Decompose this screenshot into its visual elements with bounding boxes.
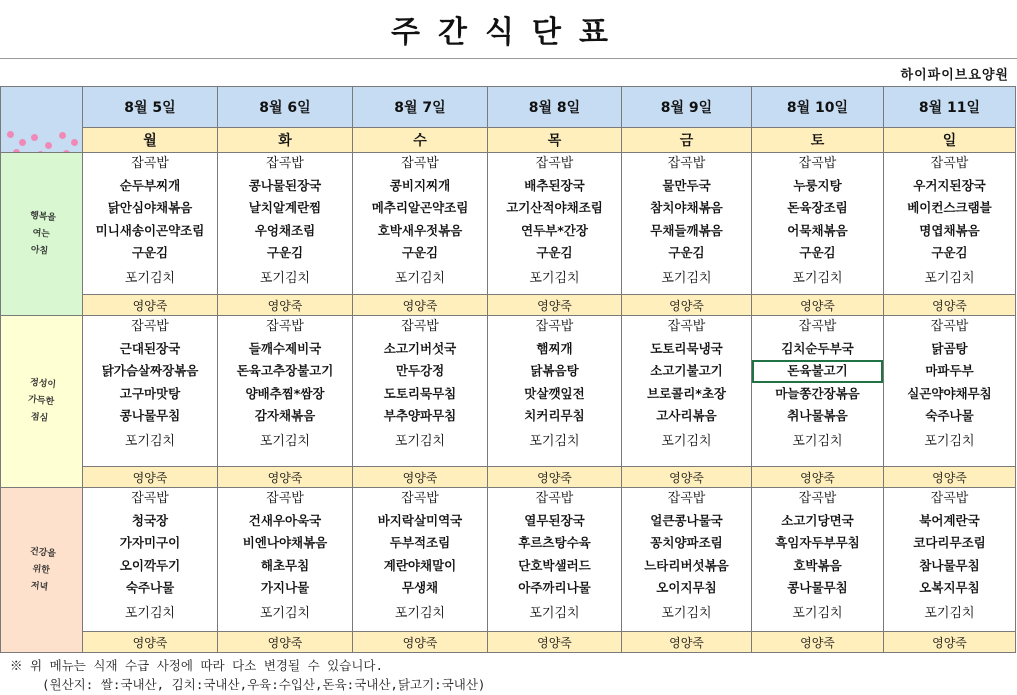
- meal-label-line: 여는: [32, 227, 51, 240]
- weekly-menu-table: [0, 86, 1016, 653]
- menu-item[interactable]: 만두강정: [395, 363, 445, 379]
- menu-item[interactable]: 무채들깨볶음: [650, 222, 723, 238]
- menu-cell[interactable]: [752, 316, 884, 467]
- menu-item[interactable]: 콩나물무침: [787, 579, 848, 595]
- date-cell[interactable]: 8월 11일: [884, 87, 1016, 128]
- menu-item[interactable]: 콩비지찌개: [389, 178, 451, 194]
- menu-item[interactable]: 부추양파무침: [383, 407, 457, 423]
- menu-item[interactable]: 구운김: [536, 244, 573, 260]
- menu-item[interactable]: 닭안심야채볶음: [107, 200, 193, 216]
- menu-item[interactable]: 호박새우젓볶음: [377, 222, 463, 238]
- menu-item[interactable]: 포기김치: [259, 433, 311, 449]
- menu-item[interactable]: 잡곡밥: [798, 156, 837, 171]
- flower-dot: [7, 131, 14, 138]
- menu-item[interactable]: 잡곡밥: [667, 319, 706, 334]
- menu-cell[interactable]: [353, 488, 488, 632]
- menu-item[interactable]: 양배추찜*쌈장: [245, 385, 325, 401]
- menu-cell[interactable]: [622, 316, 752, 467]
- meal-label-cell: [1, 153, 83, 316]
- date-cell[interactable]: 8월 9일: [622, 87, 752, 128]
- menu-item[interactable]: 콩나물무침: [119, 407, 181, 423]
- menu-item[interactable]: 포기김치: [259, 270, 311, 286]
- menu-item[interactable]: 건새우아욱국: [248, 513, 322, 529]
- menu-cell[interactable]: [218, 488, 353, 632]
- menu-item[interactable]: 물만두국: [662, 178, 711, 194]
- porridge-cell[interactable]: 영양죽: [83, 295, 218, 316]
- flower-dot: [45, 142, 52, 149]
- porridge-cell[interactable]: 영양죽: [218, 632, 353, 653]
- date-cell[interactable]: 8월 8일: [488, 87, 622, 128]
- menu-cell[interactable]: [884, 316, 1016, 467]
- menu-item[interactable]: 포기김치: [924, 270, 975, 286]
- menu-item[interactable]: 숙주나물: [925, 407, 974, 423]
- menu-cell[interactable]: [884, 153, 1016, 295]
- menu-item[interactable]: 잡곡밥: [798, 491, 837, 506]
- menu-item[interactable]: 명엽채볶음: [919, 222, 980, 238]
- porridge-cell[interactable]: 영양죽: [752, 295, 884, 316]
- menu-item[interactable]: 포기김치: [924, 605, 975, 621]
- menu-item[interactable]: 돈육고추장불고기: [236, 363, 334, 379]
- menu-item[interactable]: 어묵채볶음: [787, 222, 848, 238]
- meal-label-line: 가득한: [28, 394, 56, 408]
- menu-item[interactable]: 닭곰탕: [931, 341, 968, 357]
- flower-dot: [59, 132, 66, 139]
- menu-item[interactable]: 잡곡밥: [131, 319, 169, 334]
- menu-item[interactable]: 참나물무침: [919, 557, 980, 573]
- menu-item[interactable]: 잡곡밥: [131, 491, 169, 506]
- menu-item[interactable]: 도토리묵냉국: [650, 341, 723, 357]
- menu-item[interactable]: 우거지된장국: [913, 178, 986, 194]
- porridge-cell[interactable]: 영양죽: [622, 295, 752, 316]
- menu-item[interactable]: 구운김: [931, 244, 968, 260]
- menu-cell[interactable]: [83, 316, 218, 467]
- menu-item[interactable]: 감자채볶음: [254, 407, 316, 423]
- notice: [10, 656, 1010, 694]
- menu-cell[interactable]: [83, 153, 218, 295]
- flower-dot: [19, 139, 26, 146]
- date-cell[interactable]: 8월 10일: [752, 87, 884, 128]
- menu-item[interactable]: 포기김치: [529, 433, 580, 449]
- menu-item[interactable]: 후르츠탕수육: [518, 535, 591, 551]
- menu-item[interactable]: 잡곡밥: [667, 156, 706, 171]
- weekday-cell[interactable]: 토: [752, 128, 884, 153]
- menu-cell[interactable]: [218, 153, 353, 295]
- menu-item[interactable]: 우엉채조림: [254, 222, 316, 238]
- flower-dot: [13, 149, 20, 153]
- menu-cell[interactable]: [488, 316, 622, 467]
- meal-label: [26, 543, 57, 596]
- menu-item[interactable]: 계란야채말이: [383, 557, 457, 573]
- menu-item[interactable]: 메추리알곤약조림: [371, 200, 469, 216]
- menu-item[interactable]: 치커리무침: [524, 407, 585, 423]
- menu-item[interactable]: 소고기불고기: [650, 363, 723, 379]
- porridge-cell[interactable]: 영양죽: [353, 295, 488, 316]
- meal-label-line: 점심: [30, 412, 49, 424]
- menu-item[interactable]: 베이컨스크램블: [907, 200, 992, 216]
- weekday-cell[interactable]: 수: [353, 128, 488, 153]
- menu-item[interactable]: 잡곡밥: [401, 156, 439, 171]
- porridge-cell[interactable]: 영양죽: [353, 632, 488, 653]
- menu-item[interactable]: 미니새송이곤약조림: [95, 222, 205, 238]
- meal-label-line: 저녁: [30, 580, 49, 593]
- flower-dot: [63, 150, 70, 153]
- menu-item[interactable]: 호박볶음: [793, 557, 842, 573]
- menu-item[interactable]: 맛살깻잎전: [524, 385, 585, 401]
- menu-item[interactable]: 누룽지탕: [793, 178, 842, 194]
- menu-item[interactable]: 포기김치: [124, 433, 176, 449]
- porridge-row: [1, 295, 1016, 316]
- menu-item[interactable]: 고구마맛탕: [119, 385, 181, 401]
- porridge-cell[interactable]: 영양죽: [488, 467, 622, 488]
- menu-item[interactable]: 순두부찌개: [119, 178, 181, 194]
- menu-item[interactable]: 포기김치: [924, 433, 975, 449]
- menu-item[interactable]: 북어계란국: [919, 513, 980, 529]
- meal-label-cell: [1, 316, 83, 488]
- menu-item[interactable]: 포기김치: [529, 605, 580, 621]
- porridge-cell[interactable]: 영양죽: [218, 295, 353, 316]
- menu-cell[interactable]: [622, 153, 752, 295]
- menu-item[interactable]: 잡곡밥: [131, 156, 169, 171]
- menu-item[interactable]: 잡곡밥: [798, 319, 837, 334]
- menu-item[interactable]: 포기김치: [394, 605, 446, 621]
- porridge-cell[interactable]: 영양죽: [884, 295, 1016, 316]
- menu-item[interactable]: 포기김치: [661, 270, 712, 286]
- menu-item[interactable]: 잡곡밥: [535, 156, 574, 171]
- porridge-cell[interactable]: 영양죽: [752, 467, 884, 488]
- menu-item[interactable]: 참치야채볶음: [650, 200, 723, 216]
- menu-cell[interactable]: [83, 488, 218, 632]
- meal-row: [1, 488, 1016, 632]
- menu-cell[interactable]: [752, 153, 884, 295]
- menu-item[interactable]: 느타리버섯볶음: [644, 557, 729, 573]
- menu-item[interactable]: 구운김: [401, 244, 439, 260]
- menu-item[interactable]: 잡곡밥: [535, 319, 574, 334]
- menu-item[interactable]: 고기산적야채조림: [506, 200, 603, 216]
- menu-item[interactable]: 고사리볶음: [656, 407, 717, 423]
- menu-item[interactable]: 포기김치: [529, 270, 580, 286]
- porridge-cell[interactable]: 영양죽: [353, 467, 488, 488]
- menu-item[interactable]: 단호박샐러드: [518, 557, 591, 573]
- menu-item[interactable]: 구운김: [131, 244, 169, 260]
- weekday-cell[interactable]: 일: [884, 128, 1016, 153]
- meal-label-line: 행복을: [29, 210, 57, 223]
- menu-item[interactable]: 얼큰콩나물국: [650, 513, 723, 529]
- porridge-cell[interactable]: 영양죽: [218, 467, 353, 488]
- menu-item[interactable]: 오복지무침: [919, 579, 980, 595]
- date-cell[interactable]: 8월 7일: [353, 87, 488, 128]
- menu-item[interactable]: 들깨수제비국: [248, 341, 322, 357]
- meal-label-line: 정성이: [29, 377, 57, 391]
- menu-item[interactable]: 가지나물: [260, 579, 310, 595]
- date-cell[interactable]: 8월 6일: [218, 87, 353, 128]
- menu-cell[interactable]: [488, 153, 622, 295]
- porridge-row: [1, 467, 1016, 488]
- menu-cell[interactable]: [218, 316, 353, 467]
- menu-cell[interactable]: [622, 488, 752, 632]
- menu-item[interactable]: 근대된장국: [119, 341, 181, 357]
- porridge-cell[interactable]: 영양죽: [884, 467, 1016, 488]
- menu-item[interactable]: 햄찌개: [536, 341, 573, 357]
- menu-item[interactable]: 김치순두부국: [781, 341, 854, 357]
- menu-item[interactable]: 바지락살미역국: [377, 513, 463, 529]
- menu-item[interactable]: 포기김치: [394, 270, 446, 286]
- menu-cell[interactable]: [752, 488, 884, 632]
- menu-item[interactable]: 브로콜리*초장: [647, 385, 726, 401]
- menu-cell[interactable]: [488, 488, 622, 632]
- weekday-cell[interactable]: 목: [488, 128, 622, 153]
- menu-item[interactable]: 구운김: [799, 244, 836, 260]
- porridge-cell[interactable]: 영양죽: [622, 632, 752, 653]
- menu-item[interactable]: 아주까리나물: [518, 579, 591, 595]
- menu-item[interactable]: 구운김: [266, 244, 304, 260]
- menu-item[interactable]: 포기김치: [124, 605, 176, 621]
- menu-item[interactable]: 잡곡밥: [266, 156, 304, 171]
- porridge-cell[interactable]: 영양죽: [83, 467, 218, 488]
- menu-item[interactable]: 잡곡밥: [266, 491, 304, 506]
- menu-item[interactable]: 잡곡밥: [401, 319, 439, 334]
- menu-item[interactable]: 오이지무침: [656, 579, 717, 595]
- meal-row: [1, 153, 1016, 295]
- menu-item[interactable]: 비엔나야채볶음: [242, 535, 328, 551]
- menu-cell[interactable]: [884, 488, 1016, 632]
- menu-item[interactable]: 콩나물된장국: [248, 178, 322, 194]
- menu-item[interactable]: 날치알계란찜: [248, 200, 322, 216]
- menu-item[interactable]: 배추된장국: [524, 178, 585, 194]
- menu-cell[interactable]: [353, 316, 488, 467]
- menu-item[interactable]: 돈육불고기: [752, 360, 883, 382]
- porridge-cell[interactable]: 영양죽: [884, 632, 1016, 653]
- weekday-cell[interactable]: 금: [622, 128, 752, 153]
- meal-label-line: 아침: [30, 244, 49, 257]
- menu-item[interactable]: 포기김치: [792, 270, 843, 286]
- menu-item[interactable]: 무생채: [401, 579, 439, 595]
- flower-dot: [71, 139, 78, 146]
- weekday-cell[interactable]: 월: [83, 128, 218, 153]
- organization-name: 하이파이브요양원: [900, 67, 1009, 83]
- menu-item[interactable]: 흑임자두부무침: [775, 535, 860, 551]
- menu-item[interactable]: 포기김치: [124, 270, 176, 286]
- porridge-cell[interactable]: 영양죽: [622, 467, 752, 488]
- porridge-cell[interactable]: 영양죽: [488, 295, 622, 316]
- porridge-cell[interactable]: 영양죽: [83, 632, 218, 653]
- menu-item[interactable]: 포기김치: [661, 433, 712, 449]
- meal-label-line: 건강을: [29, 546, 57, 559]
- meal-label: [26, 207, 57, 260]
- menu-item[interactable]: 두부적조림: [389, 535, 451, 551]
- notice-line-origin: (원산지: 쌀:국내산, 김치:국내산,우육:수입산,돈육:국내산,닭고기:국내산): [42, 677, 486, 692]
- menu-item[interactable]: 숙주나물: [125, 579, 175, 595]
- menu-item[interactable]: 포기김치: [792, 433, 843, 449]
- menu-item[interactable]: 연두부*간장: [521, 222, 588, 238]
- menu-item[interactable]: 잡곡밥: [930, 319, 969, 334]
- porridge-cell[interactable]: 영양죽: [752, 632, 884, 653]
- menu-item[interactable]: 열무된장국: [524, 513, 585, 529]
- menu-cell[interactable]: [353, 153, 488, 295]
- porridge-cell[interactable]: 영양죽: [488, 632, 622, 653]
- date-cell[interactable]: 8월 5일: [83, 87, 218, 128]
- menu-item[interactable]: 잡곡밥: [930, 491, 969, 506]
- menu-item[interactable]: 잡곡밥: [930, 156, 969, 171]
- menu-item[interactable]: 포기김치: [661, 605, 712, 621]
- weekday-cell[interactable]: 화: [218, 128, 353, 153]
- menu-item[interactable]: 닭가슴살짜장볶음: [101, 363, 199, 379]
- menu-item[interactable]: 소고기당면국: [781, 513, 854, 529]
- meal-row: [1, 316, 1016, 467]
- weekday-row: [1, 128, 1016, 153]
- flower-dot: [31, 134, 38, 141]
- menu-item[interactable]: 가자미구이: [119, 535, 181, 551]
- meal-label: [26, 375, 57, 428]
- menu-item[interactable]: 잡곡밥: [266, 319, 304, 334]
- page-title: 주간식단표: [0, 0, 1017, 59]
- menu-item[interactable]: 꽁치양파조림: [650, 535, 723, 551]
- menu-item[interactable]: 마파두부: [925, 363, 974, 379]
- menu-item[interactable]: 마늘쫑간장볶음: [775, 385, 860, 401]
- menu-item[interactable]: 닭볶음탕: [530, 363, 579, 379]
- porridge-row: [1, 632, 1016, 653]
- menu-item[interactable]: 구운김: [668, 244, 705, 260]
- menu-item[interactable]: 포기김치: [394, 433, 446, 449]
- menu-item[interactable]: 해초무침: [260, 557, 310, 573]
- menu-item[interactable]: 실곤약야채무침: [907, 385, 992, 401]
- menu-item[interactable]: 오이깍두기: [119, 557, 181, 573]
- menu-item[interactable]: 코다리무조림: [913, 535, 986, 551]
- menu-item[interactable]: 청국장: [131, 513, 169, 529]
- menu-item[interactable]: 잡곡밥: [667, 491, 706, 506]
- menu-item[interactable]: 잡곡밥: [401, 491, 439, 506]
- menu-item[interactable]: 포기김치: [792, 605, 843, 621]
- meal-label-cell: [1, 488, 83, 653]
- menu-item[interactable]: 포기김치: [259, 605, 311, 621]
- menu-item[interactable]: 도토리묵무침: [383, 385, 457, 401]
- menu-item[interactable]: 취나물볶음: [787, 407, 848, 423]
- flower-field-image: [1, 87, 83, 153]
- flower-dot: [37, 151, 44, 153]
- date-row: [1, 87, 1016, 128]
- meal-label-line: 위한: [32, 563, 51, 576]
- menu-item[interactable]: 소고기버섯국: [383, 341, 457, 357]
- menu-item[interactable]: 돈육장조림: [787, 200, 848, 216]
- notice-line-change: ※ 위 메뉴는 식재 수급 사정에 따라 다소 변경될 수 있습니다.: [10, 658, 384, 673]
- menu-item[interactable]: 잡곡밥: [535, 491, 574, 506]
